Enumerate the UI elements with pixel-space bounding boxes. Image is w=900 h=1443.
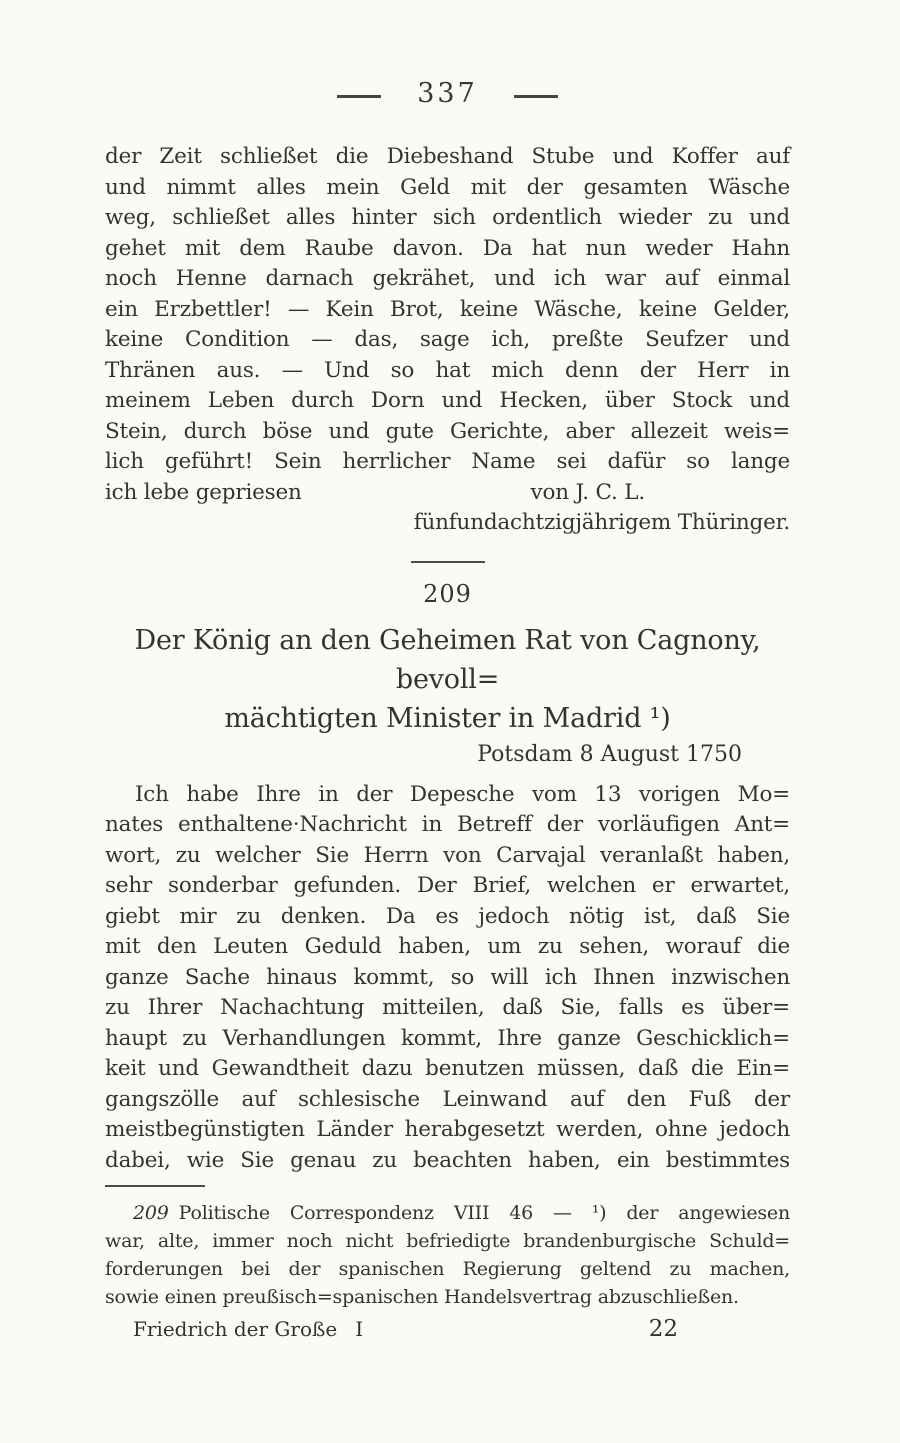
footnote-separator-rule bbox=[105, 1185, 205, 1187]
text-line: meistbegünstigten Länder herabgesetzt werden, ohne jedoch bbox=[105, 1117, 790, 1142]
header-dash-icon bbox=[337, 95, 381, 98]
section-heading bbox=[105, 621, 790, 738]
book-page bbox=[0, 80, 900, 1443]
footnote bbox=[105, 1199, 790, 1311]
text-line: Thränen aus. — Und so hat mich denn der Herr in bbox=[105, 357, 790, 383]
page-footer bbox=[105, 1315, 790, 1343]
book-signature bbox=[105, 1315, 363, 1343]
text-line: gehet mit dem Raube davon. Da hat nun weder Hahn bbox=[105, 235, 790, 261]
text-line: zu Ihrer Nachachtung mitteilen, daß Sie, falls es über= bbox=[105, 995, 790, 1020]
header-dash-icon bbox=[514, 95, 558, 98]
text-line: ein Erzbettler! — Kein Brot, keine Wäsche, keine Gelder, bbox=[105, 296, 790, 322]
text-line: gangszölle auf schlesische Leinwand auf den Fuß der bbox=[105, 1086, 790, 1112]
closing-signature-line2: fünfundachtzigjährigem Thüringer. bbox=[413, 510, 790, 535]
footnote-first-line bbox=[105, 1199, 790, 1227]
section-heading-line1: Der König an den Geheimen Rat von Cagnony, bevoll= bbox=[134, 624, 761, 695]
text-line: sehr sonderbar gefunden. Der Brief, welchen er erwartet, bbox=[105, 873, 790, 898]
text-line: keine Condition — das, sage ich, preßte Seufzer und bbox=[105, 327, 790, 352]
volume-number: I bbox=[355, 1317, 364, 1341]
text-line: dabei, wie Sie genau zu beachten haben, ein bestimmtes bbox=[105, 1147, 790, 1173]
text-line: noch Henne darnach gekrähet, und ich war auf einmal bbox=[105, 266, 790, 291]
text-line: mit den Leuten Geduld haben, um zu sehen, worauf die bbox=[105, 934, 790, 959]
text-line: haupt zu Verhandlungen kommt, Ihre ganze Geschicklich= bbox=[105, 1025, 790, 1051]
text-line: sowie einen preußisch=spanischen Handelsvertrag abzuschließen. bbox=[105, 1286, 739, 1308]
book-title-signature: Friedrich der Große bbox=[133, 1317, 338, 1341]
text-line: der Zeit schließet die Diebeshand Stube und Koffer auf bbox=[105, 144, 790, 169]
closing-signature: von J. C. L. bbox=[530, 479, 645, 505]
paragraph-lines bbox=[105, 780, 790, 1177]
text-line: forderungen bei der spanischen Regierung geltend zu machen, bbox=[105, 1258, 790, 1280]
text-line: lich geführt! Sein herrlicher Name sei dafür so lange bbox=[105, 449, 790, 474]
sheet-number: 22 bbox=[648, 1316, 678, 1342]
text-line: Stein, durch böse und gute Gerichte, aber allezeit weis= bbox=[105, 418, 790, 444]
section-separator-rule bbox=[411, 561, 485, 563]
letter-body-paragraph bbox=[105, 780, 790, 1177]
running-head bbox=[105, 80, 790, 108]
letter-closing-line bbox=[105, 478, 790, 509]
footnote-lines bbox=[105, 1227, 790, 1311]
text-line: ganze Sache hinaus kommt, so will ich Ihnen inzwischen bbox=[105, 964, 790, 990]
text-line: giebt mir zu denken. Da es jedoch nötig ist, daß Sie bbox=[105, 903, 790, 929]
text-line: keit und Gewandtheit dazu benutzen müssen, daß die Ein= bbox=[105, 1056, 790, 1081]
dateline: Potsdam 8 August 1750 bbox=[477, 741, 742, 767]
text-line: meinem Leben durch Dorn und Hecken, über Stock und bbox=[105, 388, 790, 413]
paragraph-lines bbox=[105, 142, 790, 478]
closing-left-text: ich lebe gepriesen bbox=[105, 479, 302, 505]
text-line: Ich habe Ihre in der Depesche vom 13 vorigen Mo= bbox=[135, 781, 790, 807]
text-line: war, alte, immer noch nicht befriedigte brandenburgische Schuld= bbox=[105, 1230, 790, 1252]
footnote-number: 209 bbox=[133, 1202, 169, 1224]
letter-end-paragraph bbox=[105, 142, 790, 539]
text-line: weg, schließet alles hinter sich ordentlich wieder zu und bbox=[105, 205, 790, 230]
footnote-first-line-text: Politische Correspondenz VIII 46 — ¹) der angewiesen bbox=[178, 1202, 790, 1224]
text-line: nates enthaltene·Nachricht in Betreff der vorläufigen Ant= bbox=[105, 812, 790, 837]
text-line: und nimmt alles mein Geld mit der gesamten Wäsche bbox=[105, 174, 790, 200]
section-heading-line2: mächtigten Minister in Madrid ¹) bbox=[224, 702, 671, 734]
text-line: wort, zu welcher Sie Herrn von Carvajal veranlaßt haben, bbox=[105, 842, 790, 868]
section-number: 209 bbox=[423, 579, 472, 608]
page-number: 337 bbox=[417, 78, 478, 109]
